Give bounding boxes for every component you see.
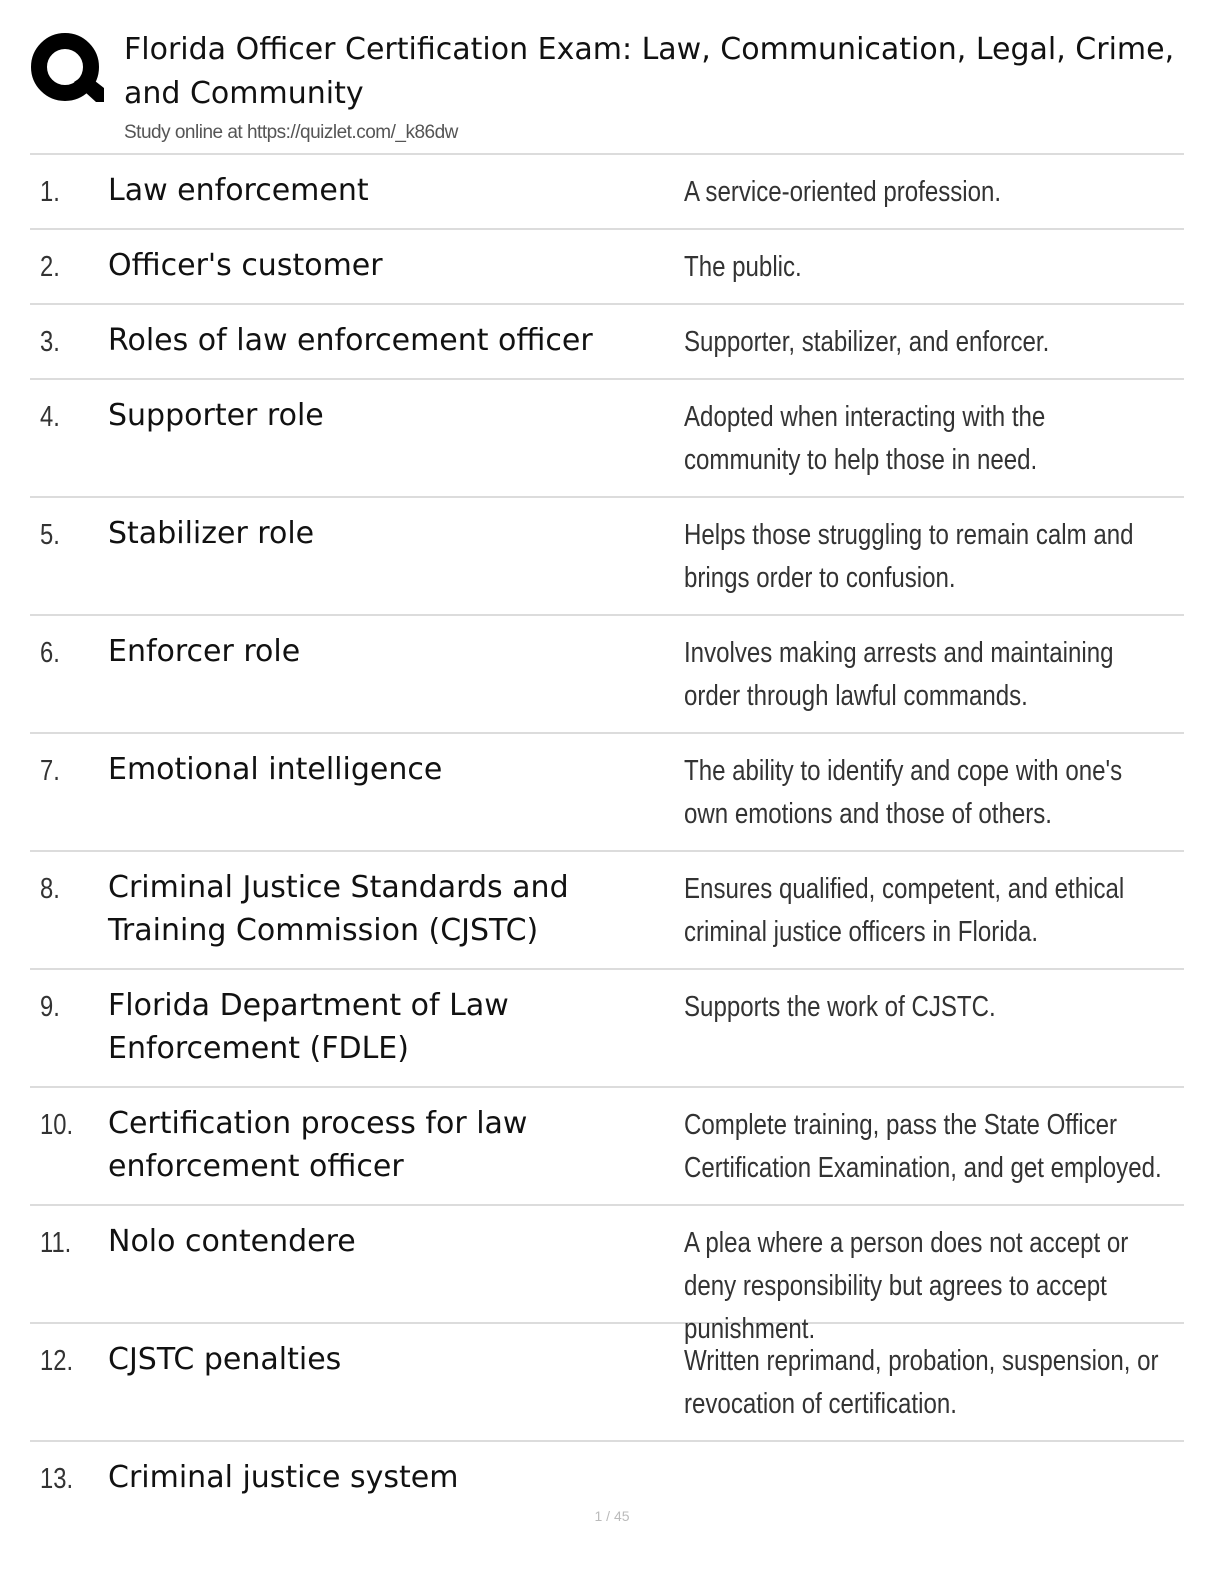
list-item	[30, 1206, 1184, 1345]
item-number: 7.	[40, 755, 60, 787]
definition: A plea where a person does not accept or deny responsibility but agrees to accept punishment.	[684, 1227, 1129, 1345]
item-number: 4.	[40, 401, 60, 433]
list-item	[30, 1088, 1184, 1206]
list-item	[30, 970, 1184, 1088]
term: Officer's customer	[108, 248, 383, 283]
term: Supporter role	[108, 398, 324, 433]
list-item	[30, 380, 1184, 498]
item-number: 3.	[40, 326, 60, 358]
term: CJSTC penalties	[108, 1342, 342, 1377]
definition: Adopted when interacting with the community to help those in need.	[684, 401, 1046, 476]
item-number: 5.	[40, 519, 60, 551]
list-item	[30, 852, 1184, 970]
item-number: 1.	[40, 176, 60, 208]
definition: Helps those struggling to remain calm and brings order to confusion.	[684, 519, 1134, 594]
flashcard-list	[30, 153, 1184, 1522]
term: Roles of law enforcement officer	[108, 323, 593, 358]
page-title: Florida Officer Certification Exam: Law, Communication, Legal, Crime, and Community	[124, 32, 1175, 111]
definition: Supports the work of CJSTC.	[684, 991, 996, 1023]
item-number: 11.	[40, 1227, 72, 1259]
study-link[interactable]: Study online at https://quizlet.com/_k86dw	[124, 122, 458, 143]
term: Criminal justice system	[108, 1460, 459, 1495]
list-item	[30, 616, 1184, 734]
item-number: 10.	[40, 1109, 74, 1141]
item-number: 9.	[40, 991, 60, 1023]
term: Florida Department of Law Enforcement (FDLE)	[108, 988, 509, 1066]
definition: Complete training, pass the State Officer Certification Examination, and get employed.	[684, 1109, 1162, 1184]
item-number: 12.	[40, 1345, 74, 1377]
definition: The ability to identify and cope with one's own emotions and those of others.	[684, 755, 1123, 830]
definition: Written reprimand, probation, suspension, or revocation of certification.	[684, 1345, 1159, 1420]
list-item	[30, 498, 1184, 616]
definition: The public.	[684, 251, 802, 283]
definition: Involves making arrests and maintaining order through lawful commands.	[684, 637, 1114, 712]
list-item	[30, 155, 1184, 230]
term: Enforcer role	[108, 634, 301, 669]
item-number: 2.	[40, 251, 60, 283]
term: Emotional intelligence	[108, 752, 443, 787]
item-number: 6.	[40, 637, 60, 669]
term: Stabilizer role	[108, 516, 315, 551]
item-number: 13.	[40, 1463, 74, 1495]
definition: Ensures qualified, competent, and ethical criminal justice officers in Florida.	[684, 873, 1125, 948]
definition: Supporter, stabilizer, and enforcer.	[684, 326, 1050, 358]
quizlet-logo-icon	[30, 32, 104, 106]
term: Nolo contendere	[108, 1224, 356, 1259]
list-item	[30, 1324, 1184, 1442]
list-item	[30, 305, 1184, 380]
list-item	[30, 734, 1184, 852]
list-item	[30, 230, 1184, 305]
term: Criminal Justice Standards and Training Commission (CJSTC)	[108, 870, 569, 948]
definition: A service-oriented profession.	[684, 176, 1002, 208]
term: Law enforcement	[108, 173, 369, 208]
term: Certification process for law enforcement officer	[108, 1106, 528, 1184]
page-number: 1 / 45	[594, 1508, 630, 1524]
item-number: 8.	[40, 873, 60, 905]
